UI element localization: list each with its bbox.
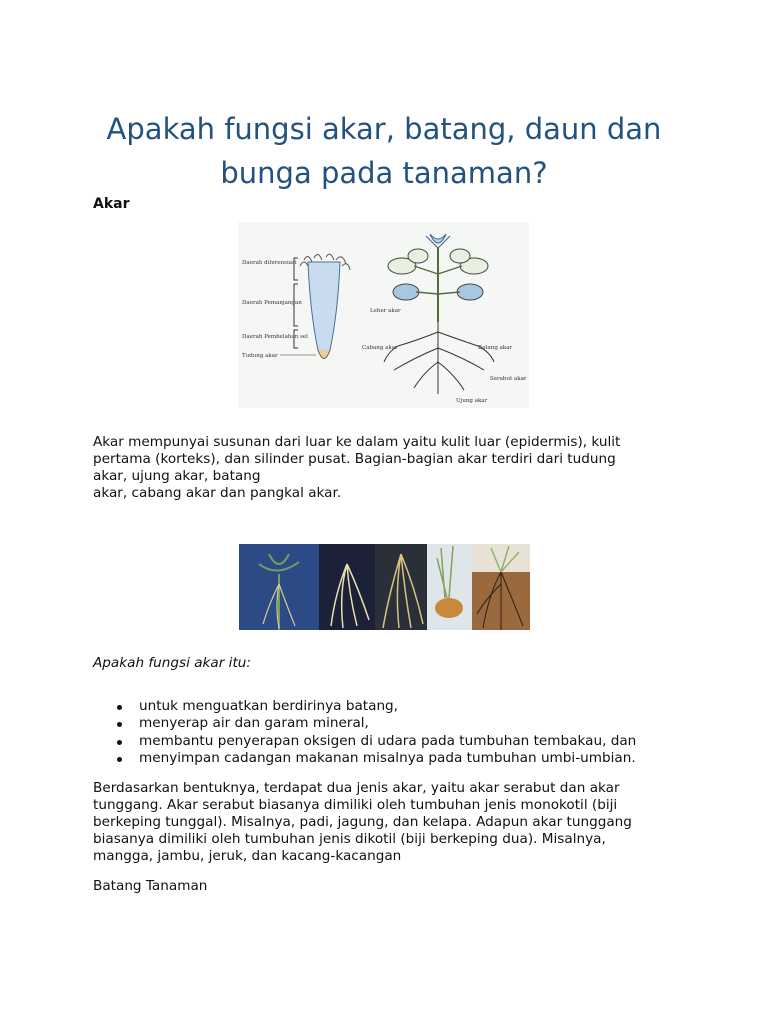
list-item: menyimpan cadangan makanan misalnya pada tumbuhan umbi-umbian. [93,750,636,767]
label-serabut-akar: Serabut akar [490,376,527,382]
root-structure-diagram [238,222,529,408]
paragraph-line: akar, cabang akar dan pangkal akar. [93,485,342,501]
paragraph-line: biasanya dimiliki oleh tumbuhan jenis dikotil (biji berkeping dua). Misalnya, [93,831,606,847]
list-item: membantu penyerapan oksigen di udara pada tumbuhan tembakau, dan [93,733,636,750]
page-title: Apakah fungsi akar, batang, daun dan bunga pada tanaman? [106,112,662,191]
label-ujung-akar: Ujung akar [456,398,488,404]
label-daerah-diferensiasi: Daerah diferensiasi [242,260,297,266]
paragraph-line: tunggang. Akar serabut biasanya dimiliki oleh tumbuhan jenis monokotil (biji [93,797,618,813]
label-tudung-akar: Tudung akar [242,353,278,359]
paragraph-jenis-akar [93,780,683,865]
root-tip-illustration [280,254,350,358]
fungsi-akar-list [93,698,636,768]
label-batang-akar: Batang akar [478,345,513,351]
plant-illustration [384,234,494,394]
list-item: menyerap air dan garam mineral, [93,715,636,732]
paragraph-line: Berdasarkan bentuknya, terdapat dua jenis akar, yaitu akar serabut dan akar [93,780,620,796]
label-cabang-akar: Cabang akar [362,345,398,351]
paragraph-line: pertama (korteks), dan silinder pusat. Bagian-bagian akar terdiri dari tudung [93,451,616,467]
label-daerah-pemanjangan: Daerah Pemanjangan [242,300,302,306]
section-heading-batang: Batang Tanaman [93,878,208,894]
section-heading-akar: Akar [93,196,130,212]
label-leher-akar: Leher akar [370,308,401,314]
paragraph-line: akar, ujung akar, batang [93,468,261,484]
list-item: untuk menguatkan berdirinya batang, [93,698,636,715]
paragraph-line: mangga, jambu, jeruk, dan kacang-kacangan [93,848,402,864]
label-daerah-pembelahan: Daerah Pembelahan sel [242,334,308,340]
paragraph-line: berkeping tunggal). Misalnya, padi, jagung, dan kelapa. Adapun akar tunggang [93,814,632,830]
paragraph-akar-structure [93,434,683,502]
question-fungsi-akar: Apakah fungsi akar itu: [93,655,251,671]
roots-photo-strip [239,544,530,630]
paragraph-line: Akar mempunyai susunan dari luar ke dalam yaitu kulit luar (epidermis), kulit [93,434,621,450]
